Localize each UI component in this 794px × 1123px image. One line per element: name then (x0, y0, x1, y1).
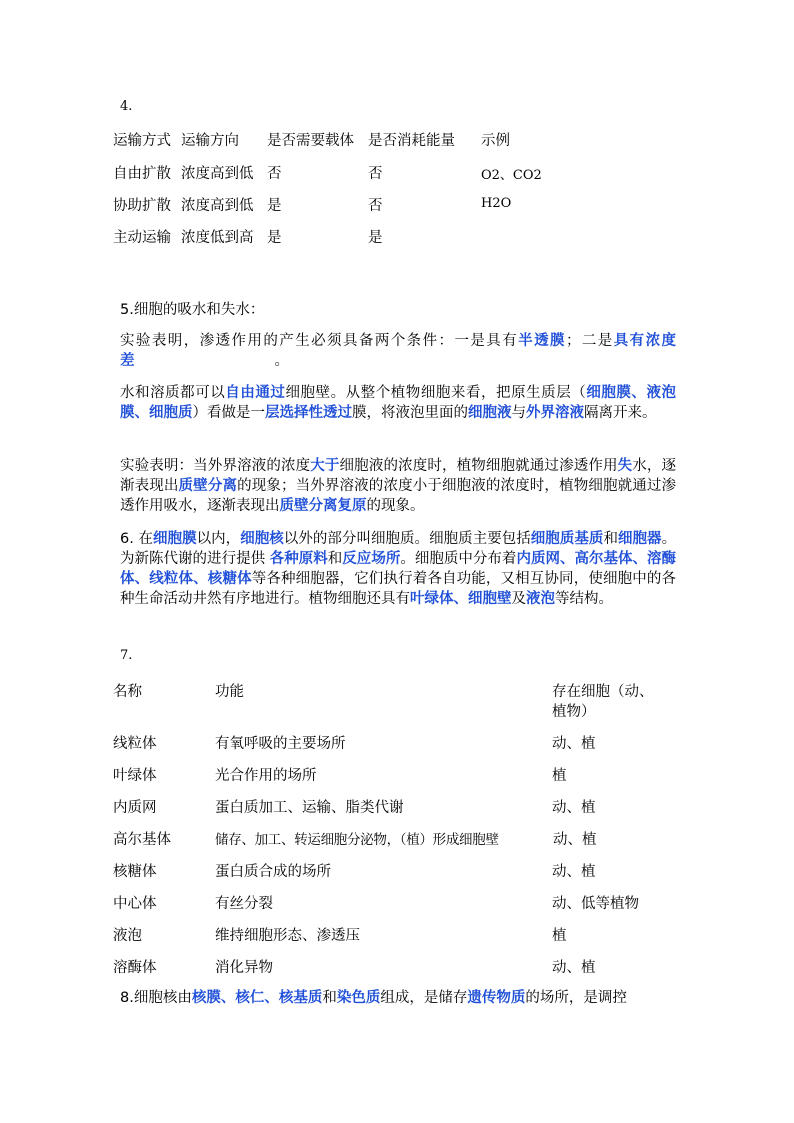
table-cell: 否 (368, 166, 383, 182)
header-cell: 名称 (113, 684, 142, 700)
text: 实验表明，渗透作用的产生必须具备两个条件：一是具有 (120, 333, 519, 349)
table-cell: 储存、加工、转运细胞分泌物，（植）形成细胞壁 (215, 832, 499, 848)
highlight-term: 失 (617, 458, 633, 474)
table-cell: 协助扩散 (113, 198, 171, 214)
header-cell: 运输方式 (113, 133, 171, 149)
highlight-term: 内质网、高尔基体、溶酶体、线粒体、核糖体 (120, 551, 677, 587)
highlight-term: 各种原料 (269, 551, 328, 567)
text: 隔离开来。 (584, 405, 657, 421)
text: 水和溶质都可以 (120, 385, 226, 401)
highlight-term: 反应场所 (342, 551, 401, 567)
table-cell: 溶酶体 (113, 960, 157, 976)
text: 和 (327, 551, 343, 567)
text: 等结构。 (555, 591, 613, 607)
header-cell: 是否需要载体 (267, 133, 354, 149)
section-5-paragraph-3 (120, 456, 676, 516)
table-cell: 植 (552, 768, 567, 784)
highlight-term: 自由通过 (225, 385, 286, 401)
highlight-term: 细胞膜、液泡膜、细胞质 (120, 385, 677, 421)
section-4-number: 4. (120, 99, 133, 114)
highlight-term: 核膜、核仁、核基质 (191, 990, 323, 1006)
text: 细胞壁。从整个植物细胞来看，把原生质层（ (285, 385, 587, 401)
table-cell: 是 (368, 230, 383, 246)
text: 及 (511, 591, 526, 607)
section-5-title: 5.细胞的吸水和失水： (120, 302, 265, 318)
section-7-number: 7. (120, 648, 133, 663)
highlight-term: 质壁分离复原 (279, 498, 367, 514)
highlight-term: 外界溶液 (526, 405, 584, 421)
section-6-paragraph (120, 529, 676, 609)
text: 和 (603, 531, 618, 547)
table-cell: 有丝分裂 (215, 896, 273, 912)
highlight-term: 层选择性透过 (265, 405, 352, 421)
text: 水，逐渐表现出 (120, 458, 677, 494)
table-cell: 动、植 (552, 800, 596, 816)
highlight-term: 细胞器 (617, 531, 662, 547)
text: 组成，是储存 (380, 990, 468, 1006)
text: 以外的部分叫细胞质。细胞质主要包括 (283, 531, 531, 547)
table-cell: 动、植 (552, 960, 596, 976)
text: 的现象。 (366, 498, 425, 514)
table-cell: 动、植 (552, 736, 596, 752)
table-cell: 动、植 (552, 828, 597, 849)
table-cell: 中心体 (113, 896, 157, 912)
highlight-term: 液泡 (526, 591, 555, 607)
table-cell: 浓度高到低 (181, 198, 254, 214)
table-cell: 高尔基体 (113, 832, 171, 848)
highlight-term: 染色质 (336, 990, 381, 1006)
highlight-term: 细胞液 (468, 405, 512, 421)
highlight-term: 叶绿体、细胞壁 (410, 591, 512, 607)
section-5-paragraph-1 (120, 331, 676, 371)
table-cell: 内质网 (113, 800, 157, 816)
highlight-term: 半透膜 (518, 333, 566, 349)
table-cell: 光合作用的场所 (215, 768, 317, 784)
table-cell: 是 (267, 230, 282, 246)
header-cell: 示例 (481, 133, 510, 149)
highlight-term: 细胞核 (240, 531, 284, 547)
text: 的场所，是调控 (525, 990, 627, 1006)
text: 的现象；当外界溶液的浓度小于细胞液的浓度时，植物细胞就通过渗透作用吸水，逐渐表现出 (120, 478, 677, 514)
table-cell: 自由扩散 (113, 166, 171, 182)
text: 。 (274, 353, 289, 369)
text: 以内， (196, 531, 241, 547)
table-cell: 否 (267, 166, 282, 182)
table-cell: 否 (368, 198, 383, 214)
table-cell: H2O (481, 196, 512, 211)
header-cell: 功能 (215, 684, 244, 700)
table-cell: 蛋白质加工、运输、脂类代谢 (215, 800, 404, 816)
text: 。为新陈代谢的进行提供 (120, 531, 677, 567)
highlight-term: 具有浓度差 (120, 333, 677, 369)
table-cell: 浓度低到高 (181, 230, 254, 246)
text: 等各种细胞器，它们执行着各自功能，又相互协同，使细胞中的各种生命活动井然有序地进行。植物细胞还具有 (120, 571, 676, 607)
table-cell: 叶绿体 (113, 768, 157, 784)
table-cell: 蛋白质合成的场所 (215, 864, 331, 880)
highlight-term: 细胞膜 (153, 531, 197, 547)
section-5-paragraph-2 (120, 383, 676, 423)
text: 8.细胞核由 (120, 990, 192, 1006)
table-cell: 维持细胞形态、渗透压 (215, 928, 360, 944)
header-cell: 运输方向 (181, 133, 239, 149)
text: 和 (322, 990, 337, 1006)
text: 与 (511, 405, 526, 421)
highlight-term: 质壁分离 (178, 478, 238, 494)
table-cell: 消化异物 (215, 960, 273, 976)
text: ；二是 (565, 333, 614, 349)
table-cell: 线粒体 (113, 736, 157, 752)
header-cell: 存在细胞（动、 (552, 684, 654, 700)
table-cell: 是 (267, 198, 282, 214)
section-8-paragraph (120, 988, 676, 1008)
table-cell: 植 (552, 928, 567, 944)
table-cell: 动、低等植物 (552, 896, 639, 912)
highlight-term: 细胞质基质 (530, 531, 604, 547)
table-cell: O2、CO2 (481, 168, 542, 183)
table-cell: 液泡 (113, 928, 142, 944)
table-cell: 核糖体 (113, 864, 157, 880)
text: 细胞液的浓度时，植物细胞就通过渗透作用 (339, 458, 618, 474)
text: 膜，将液泡里面的 (352, 405, 468, 421)
highlight-term: 遗传物质 (467, 990, 526, 1006)
table-cell: 有氧呼吸的主要场所 (215, 736, 346, 752)
text: 。细胞质中分布着 (400, 551, 517, 567)
header-cell: 是否消耗能量 (368, 133, 455, 149)
text: 6. 在 (120, 531, 154, 547)
text: 实验表明：当外界溶液的浓度 (120, 458, 311, 474)
header-cell: 植物） (552, 704, 596, 720)
text: ）看做是一 (192, 405, 265, 421)
table-cell: 动、植 (552, 864, 596, 880)
table-cell: 浓度高到低 (181, 166, 254, 182)
highlight-term: 大于 (310, 458, 340, 474)
table-cell: 主动运输 (113, 230, 171, 246)
